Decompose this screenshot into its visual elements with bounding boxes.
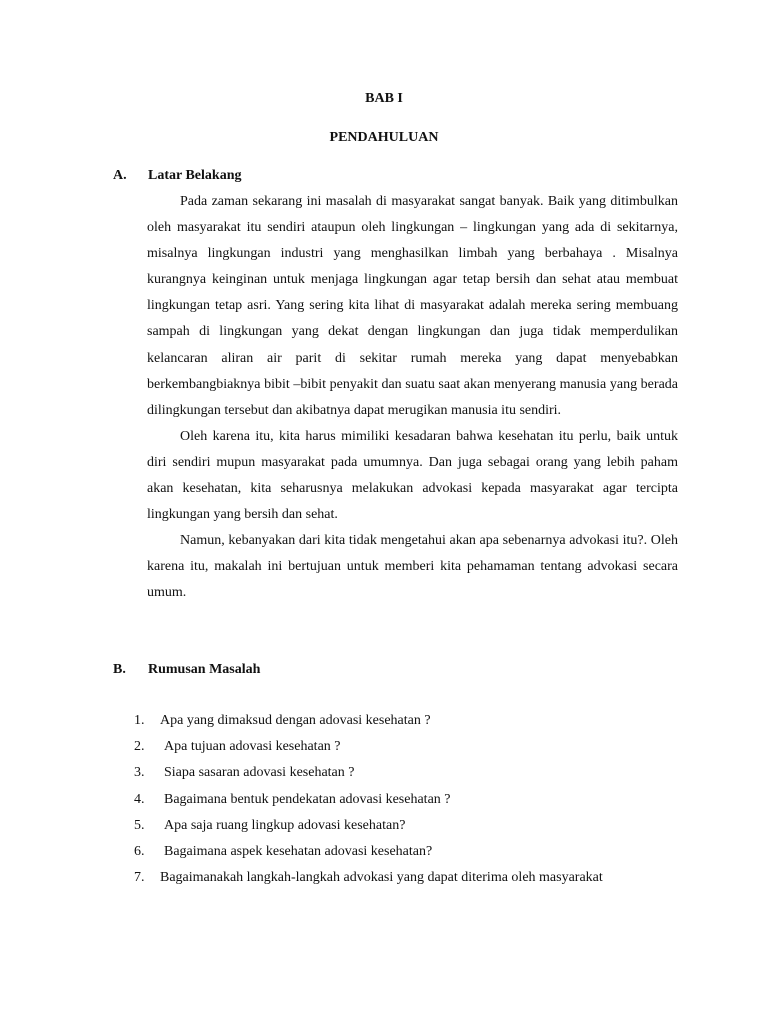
- section-a-letter: A.: [113, 168, 127, 183]
- list-item-number: 7.: [134, 870, 145, 886]
- section-b-letter: B.: [113, 662, 126, 677]
- list-item-text: Bagaimana aspek kesehatan adovasi kesehatan?: [164, 843, 433, 859]
- paragraph: Pada zaman sekarang ini masalah di masyarakat sangat banyak. Baik yang ditimbulkan oleh masyarakat itu sendiri ataupun oleh lingkungan – lingkungan yang ada di sekitarnya, misalnya lingkungan industri yang menghasilkan limbah yang berbahaya . Misalnya kurangnya keinginan untuk menjaga lingkungan agar tetap bersih dan sehat atau membuat lingkungan tetap asri. Yang sering kita lihat di masyarakat adalah mereka sering membuang sampah di lingkungan yang dekat dengan lingkungan dan juga tidak memperdulikan kelancaran aliran air parit di sekitar rumah mereka yang dapat menyebabkan berkembangbiaknya bibit –bibit penyakit dan suatu saat akan menyerang manusia yang berada dilingkungan tersebut dan akibatnya dapat merugikan manusia itu sendiri.: [147, 194, 678, 418]
- paragraph: Namun, kebanyakan dari kita tidak mengetahui akan apa sebenarnya advokasi itu?. Oleh karena itu, makalah ini bertujuan untuk memberi kita pehamaman tentang advokasi secara umum.: [147, 533, 678, 601]
- list-item-number: 5.: [134, 817, 145, 833]
- list-item-number: 1.: [134, 713, 145, 728]
- chapter-label: BAB I: [365, 91, 403, 106]
- list-item-text: Apa tujuan adovasi kesehatan ?: [164, 739, 341, 755]
- list-item-number: 2.: [134, 739, 145, 755]
- section-b-title: Rumusan Masalah: [148, 662, 261, 677]
- section-a-title: Latar Belakang: [148, 168, 242, 183]
- list-item-number: 4.: [134, 791, 145, 807]
- paragraph: Oleh karena itu, kita harus mimiliki kesadaran bahwa kesehatan itu perlu, baik untuk diri sendiri mupun masyarakat pada umumnya. Dan juga sebagai orang yang lebih paham akan kesehatan, kita seharusnya melakukan advokasi kepada masyarakat agar tercipta lingkungan yang bersih dan sehat.: [147, 428, 678, 523]
- list-item-number: 3.: [134, 765, 145, 781]
- list-item-number: 6.: [134, 843, 145, 859]
- list-item-text: Bagaimana bentuk pendekatan adovasi kesehatan ?: [164, 791, 451, 807]
- list-item-text: Apa yang dimaksud dengan adovasi kesehatan ?: [160, 713, 431, 728]
- list-item-text: Bagaimanakah langkah-langkah advokasi yang dapat diterima oleh masyarakat: [160, 870, 603, 886]
- section-a-body: [147, 189, 678, 607]
- chapter-title: PENDAHULUAN: [329, 130, 439, 145]
- list-item-text: Siapa sasaran adovasi kesehatan ?: [164, 765, 355, 781]
- list-item-text: Apa saja ruang lingkup adovasi kesehatan?: [164, 817, 406, 833]
